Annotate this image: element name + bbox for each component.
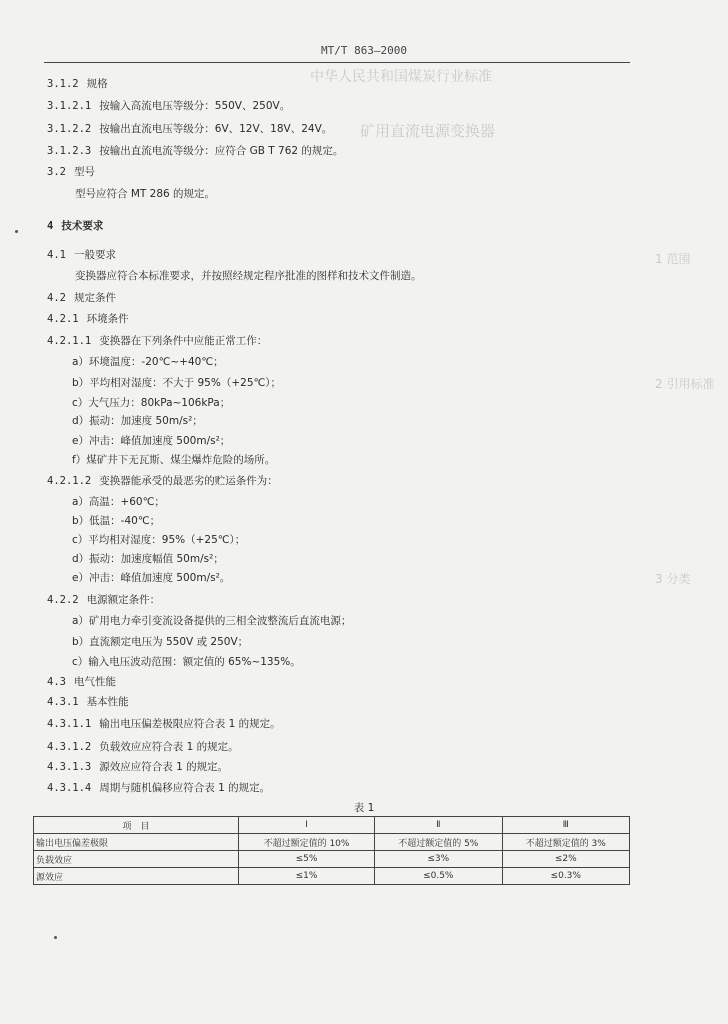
standard-header: MT/T 863—2000 bbox=[320, 44, 408, 57]
table-header-cell: Ⅲ bbox=[502, 817, 629, 834]
spec-table bbox=[33, 816, 630, 885]
item-4-2-1-1-f: f）煤矿井下无瓦斯、煤尘爆炸危险的场所。 bbox=[72, 454, 276, 466]
table-header-cell: Ⅱ bbox=[375, 817, 502, 834]
ghost-subtitle: 矿用直流电源变换器 bbox=[360, 122, 496, 140]
item-4-2-1-1-c: c）大气压力：80kPa~106kPa； bbox=[72, 397, 231, 409]
item-4-2-1-1-d: d）振动：加速度 50m/s²； bbox=[72, 415, 203, 427]
table-header-row bbox=[34, 817, 630, 834]
scan-speck bbox=[15, 230, 18, 233]
item-4-2-2-c: c）输入电压波动范围：额定值的 65%~135%。 bbox=[72, 656, 301, 668]
ghost-title: 中华人民共和国煤炭行业标准 bbox=[310, 69, 492, 85]
clause-4-3-1: 4.3.1 基本性能 bbox=[47, 696, 129, 708]
scan-speck bbox=[54, 936, 57, 939]
item-4-2-1-2-d: d）振动：加速度幅值 50m/s²； bbox=[72, 553, 224, 565]
table-cell: ≤0.3% bbox=[502, 868, 629, 885]
clause-4-2-1-1: 4.2.1.1 变换器在下列条件中应能正常工作： bbox=[47, 335, 268, 347]
clause-3-1-2: 3.1.2 规格 bbox=[47, 78, 108, 90]
item-4-2-2-b: b）直流额定电压为 550V 或 250V； bbox=[72, 636, 249, 648]
table-cell: 不超过额定值的 10% bbox=[239, 834, 375, 851]
item-4-2-1-1-e: e）冲击：峰值加速度 500m/s²； bbox=[72, 435, 231, 447]
table-header-cell: Ⅰ bbox=[239, 817, 375, 834]
table-cell: 不超过额定值的 5% bbox=[375, 834, 502, 851]
table-cell: 不超过额定值的 3% bbox=[502, 834, 629, 851]
table-cell: ≤1% bbox=[239, 868, 375, 885]
clause-3-2: 3.2 型号 bbox=[47, 166, 95, 178]
table-row bbox=[34, 851, 630, 868]
header-rule bbox=[44, 62, 630, 63]
table-row bbox=[34, 834, 630, 851]
clause-4-1-text: 变换器应符合本标准要求，并按照经规定程序批准的图样和技术文件制造。 bbox=[75, 270, 422, 282]
item-4-2-1-1-b: b）平均相对湿度：不大于 95%（+25℃）； bbox=[72, 377, 282, 389]
table-cell: 负载效应 bbox=[34, 851, 239, 868]
item-4-2-1-1-a: a）环境温度：-20℃~+40℃； bbox=[72, 356, 224, 368]
clause-3-1-2-1: 3.1.2.1 按输入高流电压等级分：550V、250V。 bbox=[47, 100, 291, 112]
clause-3-1-2-3: 3.1.2.3 按输出直流电流等级分：应符合 GB T 762 的规定。 bbox=[47, 145, 344, 157]
table-cell: 源效应 bbox=[34, 868, 239, 885]
table-header-cell: 项 目 bbox=[34, 817, 239, 834]
table-cell: ≤5% bbox=[239, 851, 375, 868]
clause-3-1-2-2: 3.1.2.2 按输出直流电压等级分：6V、12V、18V、24V。 bbox=[47, 123, 333, 135]
ghost-left-3: 3 分类 bbox=[655, 572, 691, 586]
table-cell: ≤0.5% bbox=[375, 868, 502, 885]
clause-4-2-1-2: 4.2.1.2 变换器能承受的最恶劣的贮运条件为： bbox=[47, 475, 278, 487]
clause-4-3-1-1: 4.3.1.1 输出电压偏差极限应符合表 1 的规定。 bbox=[47, 718, 281, 730]
clause-4-3-1-3: 4.3.1.3 源效应应符合表 1 的规定。 bbox=[47, 761, 229, 773]
table-cell: 输出电压偏差极限 bbox=[34, 834, 239, 851]
table-row bbox=[34, 868, 630, 885]
ghost-left-2: 2 引用标准 bbox=[655, 377, 715, 391]
table-cell: ≤3% bbox=[375, 851, 502, 868]
clause-4-3-1-4: 4.3.1.4 周期与随机偏移应符合表 1 的规定。 bbox=[47, 782, 271, 794]
item-4-2-1-2-b: b）低温：-40℃； bbox=[72, 515, 161, 527]
item-4-2-1-2-a: a）高温：+60℃； bbox=[72, 496, 165, 508]
clause-3-2-text: 型号应符合 MT 286 的规定。 bbox=[75, 188, 216, 200]
clause-4: 4 技术要求 bbox=[47, 220, 104, 232]
item-4-2-2-a: a）矿用电力牵引变流设备提供的三相全波整流后直流电源； bbox=[72, 615, 352, 627]
clause-4-2-2: 4.2.2 电源额定条件： bbox=[47, 594, 161, 606]
clause-4-2-1: 4.2.1 环境条件 bbox=[47, 313, 129, 325]
table-caption: 表 1 bbox=[353, 802, 375, 814]
clause-4-3-1-2: 4.3.1.2 负载效应应符合表 1 的规定。 bbox=[47, 741, 239, 753]
clause-4-3: 4.3 电气性能 bbox=[47, 676, 116, 688]
table-cell: ≤2% bbox=[502, 851, 629, 868]
clause-4-2: 4.2 规定条件 bbox=[47, 292, 116, 304]
item-4-2-1-2-e: e）冲击：峰值加速度 500m/s²。 bbox=[72, 572, 231, 584]
item-4-2-1-2-c: c）平均相对湿度：95%（+25℃）； bbox=[72, 534, 246, 546]
ghost-left-1: 1 范围 bbox=[655, 252, 691, 266]
clause-4-1: 4.1 一般要求 bbox=[47, 249, 116, 261]
